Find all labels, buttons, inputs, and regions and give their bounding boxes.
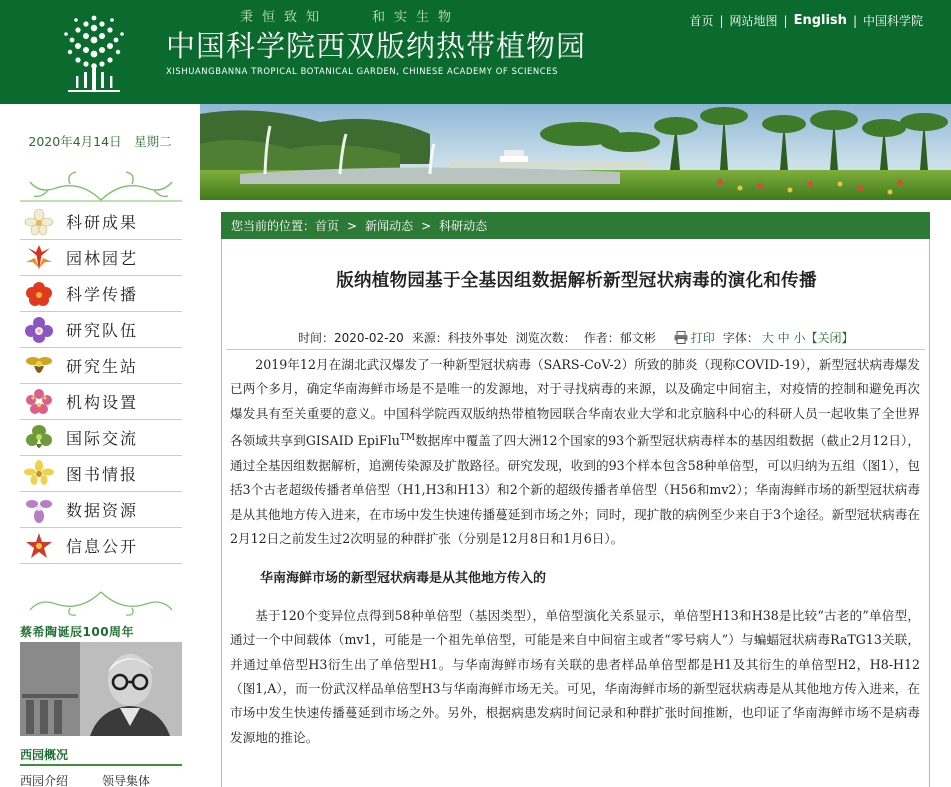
- breadcrumb-prefix: 您当前的位置：: [231, 219, 316, 233]
- sidebar-item-label: 国际交流: [66, 429, 139, 448]
- printer-icon: [674, 331, 688, 344]
- sidebar-item-label: 研究生站: [66, 357, 139, 376]
- yellow-orchid-icon: [20, 350, 58, 382]
- divider: [20, 764, 182, 766]
- meta-time: 时间：2020-02-20: [298, 331, 404, 345]
- print-button[interactable]: [674, 329, 715, 346]
- vine-ornament-icon: [20, 170, 182, 202]
- left-sidebar: [0, 104, 200, 787]
- divider: [226, 349, 925, 350]
- nav-home-link[interactable]: 首页: [689, 14, 714, 28]
- nav-english-link[interactable]: English: [793, 13, 847, 28]
- sidebar-item-science-communication[interactable]: [20, 276, 182, 312]
- portrait-photo[interactable]: [20, 642, 182, 736]
- article-container: [221, 239, 930, 787]
- article-paragraph: 2019年12月在湖北武汉爆发了一种新型冠状病毒（SARS-CoV-2）所致的肺炎（现称COVID-19），新型冠状病毒爆发已两个多月，确定华南海鲜市场是不是唯一的发源地，对于寻找病毒的来源，以及确定中间宿主，对疫情的控制和避免再次爆发具有至关重要的意义。中国科学院西双版纳热带植物园联合华南农业大学和北京脑科中心的科研人员一起收集了全世界各领域共享到GISAID EpiFlu™数据库中覆盖了四大洲12个国家的93个新型冠状病毒样本的基因组数据（截止2月12日），通过全基因组数据解析，追溯传染源及扩散路径。研究发现，收到的93个样本包含58种单倍型，可以归纳为五组（图1），包括3个古老超级传播者单倍型（H1,H3和H13）和2个新的超级传播者单倍型（H56和mv2）；华南海鲜市场的新型冠状病毒是从其他地方传入进来，在市场中发生快速传播蔓延到市场之外；同时，现扩散的病例至少来自于3个途径。新型冠状病毒在2月12日之前发生过2次明显的种群扩张（分别是12月8日和1月6日）。: [230, 357, 920, 547]
- pink-orchid-icon: [20, 386, 58, 418]
- font-size-options[interactable]: 大 中 小: [761, 331, 806, 345]
- nav-separator: |: [852, 13, 857, 28]
- nav-cas-link[interactable]: 中国科学院: [862, 14, 923, 28]
- sidebar-item-information-disclosure[interactable]: [20, 528, 182, 564]
- sidebar-item-label: 研究队伍: [66, 321, 139, 340]
- breadcrumb-separator: >: [421, 218, 432, 233]
- meta-source: 来源：科技外事处: [411, 331, 508, 345]
- sidebar-item-organization[interactable]: [20, 384, 182, 420]
- sidebar-item-research-team[interactable]: [20, 312, 182, 348]
- red-star-flower-icon: [20, 530, 58, 562]
- meta-views: 浏览次数：: [515, 331, 576, 345]
- anniversary-link[interactable]: 蔡希陶诞辰100周年: [20, 625, 135, 639]
- red-flower-icon: [20, 278, 58, 310]
- sidebar-item-label: 科研成果: [66, 213, 139, 232]
- font-size-label: 字体：: [722, 331, 759, 345]
- sidebar-item-label: 信息公开: [66, 537, 139, 556]
- breadcrumb: [221, 212, 930, 239]
- vine-ornament-icon: [20, 590, 182, 616]
- sidebar-item-horticulture[interactable]: [20, 240, 182, 276]
- site-header: [0, 0, 951, 104]
- site-title[interactable]: 中国科学院西双版纳热带植物园: [166, 29, 587, 63]
- sidebar-item-label: 机构设置: [66, 393, 139, 412]
- breadcrumb-news[interactable]: 新闻动态: [365, 219, 414, 233]
- article-meta: [298, 329, 853, 346]
- purple-flower-icon: [20, 314, 58, 346]
- sidebar-item-label: 园林园艺: [66, 249, 139, 268]
- yellow-flower-icon: [20, 458, 58, 490]
- garden-banner-image: [200, 104, 951, 200]
- article-paragraph: 基于120个变异位点得到58种单倍型（基因类型），单倍型演化关系显示，单倍型H13和H38是比较“古老的”单倍型，通过一个中间载体（mv1，可能是一个祖先单倍型，可能是来自中间宿主或者“零号病人”）与蝙蝠冠状病毒RaTG13关联，并通过单倍型H3衍生出了单倍型H1。与华南海鲜市场有关联的患者样品单倍型都是H1及其衍生的单倍型H2，H8-H12（图1,A），而一份武汉样品单倍型H3与华南海鲜市场无关。可见，华南海鲜市场的新型冠状病毒是从其他地方传入进来，在市场中发生快速传播蔓延到市场之外。另外，根据病患发病时间记录和种群扩张时间推断，也印证了华南海鲜市场不是病毒发源地的推论。: [230, 607, 920, 745]
- sidebar-item-label: 数据资源: [66, 501, 139, 520]
- red-lily-icon: [20, 242, 58, 274]
- intro-link-leadership[interactable]: 领导集体: [102, 774, 151, 787]
- top-nav: [689, 12, 923, 29]
- nav-separator: |: [783, 13, 788, 28]
- motto: 秉恒致知 和实生物: [240, 10, 461, 25]
- sidebar-item-label: 科学传播: [66, 285, 139, 304]
- nav-separator: |: [719, 13, 724, 28]
- nav-sitemap-link[interactable]: 网站地图: [729, 14, 778, 28]
- sidebar-menu: [20, 204, 182, 564]
- print-label: 打印: [690, 331, 715, 345]
- site-title-english: XISHUANGBANNA TROPICAL BOTANICAL GARDEN, CHINESE ACADEMY OF SCIENCES: [166, 66, 559, 76]
- sidebar-item-international-exchange[interactable]: [20, 420, 182, 456]
- breadcrumb-research-news[interactable]: 科研动态: [439, 219, 488, 233]
- garden-logo-icon[interactable]: [48, 8, 140, 96]
- lilac-orchid-icon: [20, 494, 58, 526]
- sidebar-item-data-resources[interactable]: [20, 492, 182, 528]
- intro-heading: 西园概况: [20, 748, 69, 762]
- breadcrumb-home[interactable]: 首页: [315, 219, 340, 233]
- white-orchid-icon: [20, 206, 58, 238]
- sidebar-item-graduate-station[interactable]: [20, 348, 182, 384]
- close-link[interactable]: 【关闭】: [805, 331, 854, 345]
- meta-author: 作者：郁文彬: [583, 331, 656, 345]
- article-subheading: 华南海鲜市场的新型冠状病毒是从其他地方传入的: [260, 571, 547, 587]
- intro-links: [20, 772, 184, 787]
- article-body: [230, 353, 920, 750]
- sidebar-item-library[interactable]: [20, 456, 182, 492]
- article-title: 版纳植物园基于全基因组数据解析新型冠状病毒的演化和传播: [336, 271, 817, 291]
- sidebar-item-research-results[interactable]: [20, 204, 182, 240]
- sidebar-item-label: 图书情报: [66, 465, 139, 484]
- green-flower-icon: [20, 422, 58, 454]
- intro-link-garden[interactable]: 西园介绍: [20, 774, 69, 787]
- current-date: 2020年4月14日 星期二: [28, 134, 172, 149]
- breadcrumb-separator: >: [347, 218, 358, 233]
